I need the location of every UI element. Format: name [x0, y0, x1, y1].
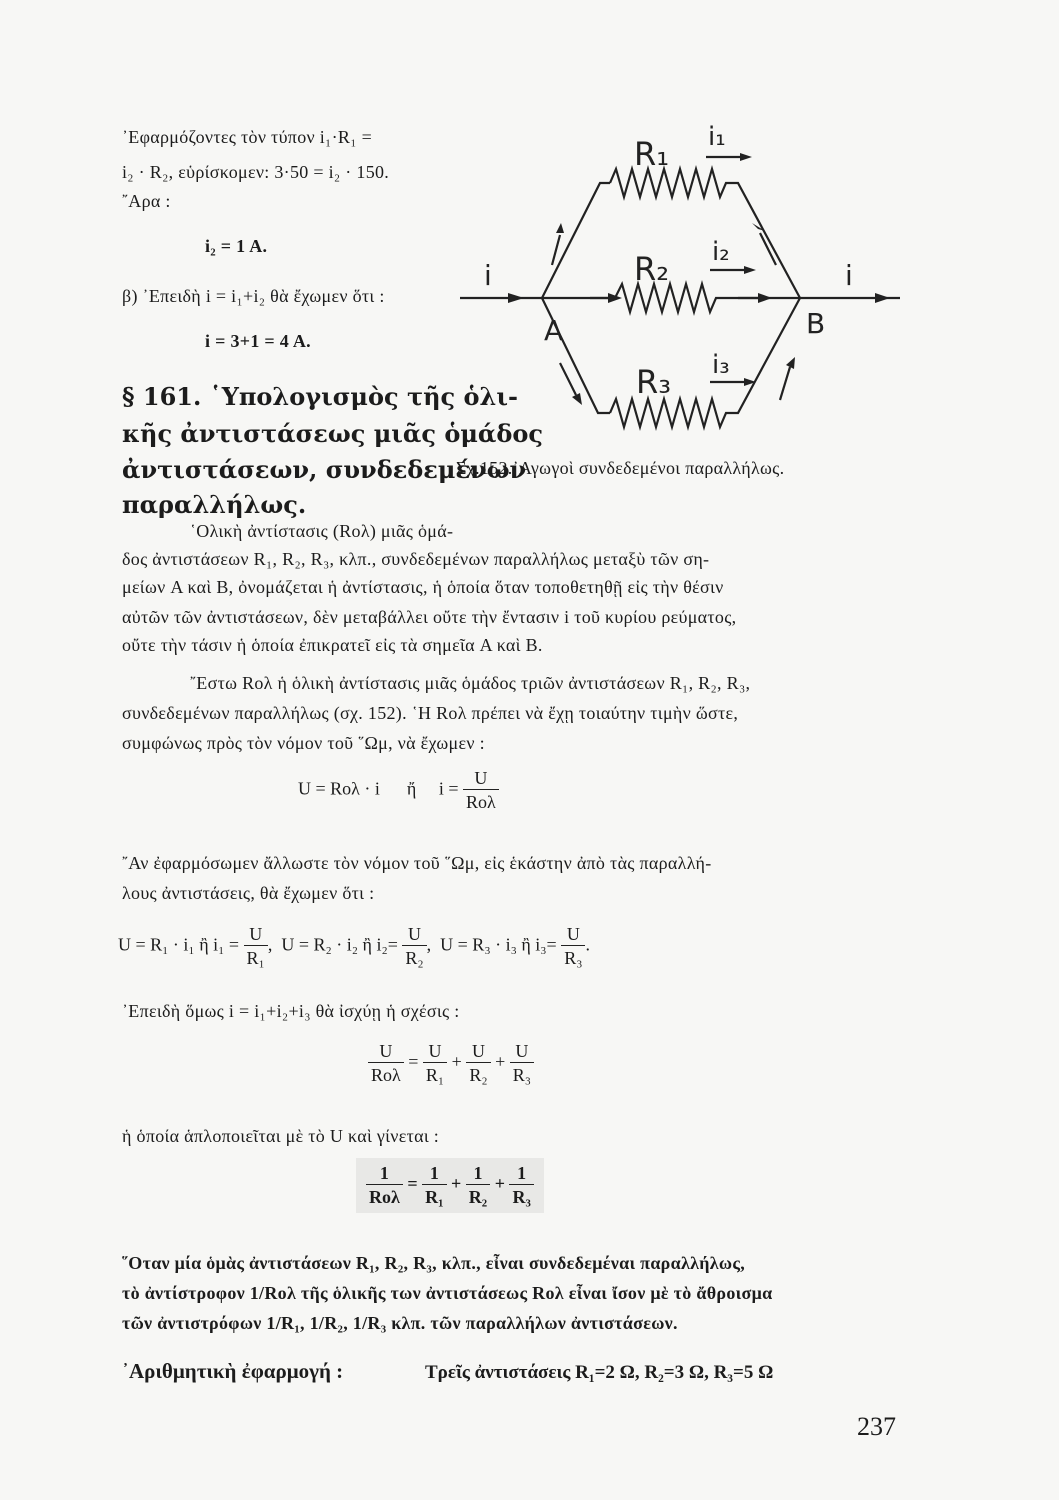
parallel-circuit-figure: [460, 115, 900, 460]
node-b: B: [806, 307, 826, 340]
fraction-1-over-r2: [466, 1162, 490, 1209]
ohm-equation: [298, 767, 499, 814]
rule-line-1: ῞Οταν μία ὁμὰς ἀντιστάσεων R₁, R₂, R₃, κλπ., εἶναι συνδεδεμέναι παραλλήλως,: [122, 1253, 746, 1273]
comma: ,: [426, 934, 432, 955]
eta-word: ἤ: [406, 778, 417, 799]
comma: ,: [267, 934, 273, 955]
beta-line: β) ᾿Επειδὴ i = i₁+i₂ θὰ ἔχωμεν ὅτι :: [122, 286, 385, 306]
sum-equation-u: [368, 1040, 534, 1087]
numerator: U: [244, 923, 268, 946]
p1-line-5: οὔτε τὴν τάσιν ἡ ὁποία ἐπικρατεῖ εἰς τὰ σημεῖα A καὶ B.: [122, 635, 543, 655]
p1-line-4: αὐτῶν τῶν ἀντιστάσεων, δὲν μεταβάλλει οὔτε τὴν ἔντασιν i τοῦ κυρίου ρεύματος,: [122, 607, 737, 627]
resistor-r2: [615, 284, 800, 312]
ohm-lhs: U = Rολ · i: [298, 778, 380, 799]
application-text: Τρεῖς ἀντιστάσεις R₁=2 Ω, R₂=3 Ω, R₃=5 Ω: [425, 1362, 774, 1383]
numerator: U: [466, 1040, 490, 1063]
denominator: R₂: [405, 948, 424, 968]
plus-sign: +: [451, 1051, 462, 1072]
denominator: R₂: [469, 1065, 488, 1085]
intro-line-1: ᾿Εφαρμόζοντες τὸν τύπον i₁·R₁ =: [122, 127, 373, 147]
numerator: 1: [509, 1162, 533, 1185]
numerator: U: [423, 1040, 447, 1063]
i-eq: i =: [438, 778, 459, 799]
p1-line-3: μείων A καὶ B, ὀνομάζεται ἡ ἀντίστασις, ἡ ὁποία ὅταν τοποθετηθῇ εἰς τὴν θέσιν: [122, 577, 724, 597]
rule-line-3: τῶν ἀντιστρόφων 1/R₁, 1/R₂, 1/R₃ κλπ. τῶν παραλλήλων ἀντιστάσεων.: [122, 1313, 678, 1333]
numerator: 1: [366, 1162, 403, 1185]
intro-line-2: i₂ · R₂, εὑρίσκομεν: 3·50 = i₂ · 150.: [122, 162, 390, 182]
denominator: Rολ: [371, 1065, 401, 1085]
section-title-line-1: § 161. ῾Υπολογισμὸς τῆς ὁλι-: [122, 382, 518, 411]
fraction-u-over-rol: [463, 767, 499, 814]
fraction-u-over-r3: [561, 923, 585, 970]
plus-sign: +: [451, 1173, 462, 1194]
fraction-u-over-r1: [244, 923, 268, 970]
fraction-1-over-rol: [366, 1162, 403, 1209]
application-label: ᾿Αριθμητικὴ ἐφαρμογή :: [122, 1359, 344, 1383]
p2-line-2: συνδεδεμένων παραλλήλως (σχ. 152). ῾Η Rολ πρέπει νὰ ἔχῃ τοιαύτην τιμὴν ὥστε,: [122, 703, 739, 723]
fraction-u-over-rol: [368, 1040, 404, 1087]
denominator: R₃: [512, 1187, 531, 1207]
label-i1: i₁: [708, 122, 726, 152]
denominator: R₁: [246, 948, 265, 968]
denominator: Rολ: [465, 792, 496, 812]
p3-line-2: λους ἀντιστάσεις, θὰ ἔχωμεν ὅτι :: [122, 883, 375, 903]
denominator: R₃: [564, 948, 583, 968]
numerator: U: [463, 767, 499, 790]
eq3-lhs: U = R₃ · i₃ ἢ i₃=: [440, 934, 557, 955]
period: .: [585, 934, 590, 955]
plus-sign: +: [495, 1051, 506, 1072]
figure-caption: Σχ.152.᾿Αγωγοὶ συνδεδεμένοι παραλλήλως.: [456, 458, 785, 478]
p1-line-2: δος ἀντιστάσεων R₁, R₂, R₃, κλπ., συνδεδεμένων παραλλήλως μεταξὺ τῶν ση-: [122, 549, 710, 569]
node-a: A: [544, 314, 564, 347]
numerator: U: [368, 1040, 404, 1063]
fraction-1-over-r1: [422, 1162, 446, 1209]
denominator: R₁: [425, 1065, 445, 1085]
denominator: R₂: [468, 1187, 488, 1207]
reciprocal-equation-box: [356, 1158, 544, 1213]
result-i: i = 3+1 = 4 A.: [205, 331, 311, 351]
numerator: U: [510, 1040, 534, 1063]
page-number: 237: [857, 1412, 896, 1441]
eq2-lhs: U = R₂ · i₂ ἢ i₂=: [281, 934, 398, 955]
label-i2: i₂: [712, 237, 730, 267]
equals-sign: =: [408, 1051, 419, 1072]
label-i-in: i: [484, 259, 492, 292]
result-i2: i₂ = 1 A.: [205, 236, 268, 256]
label-r1: R₁: [634, 135, 670, 173]
label-r2: R₂: [634, 250, 670, 288]
plus-sign: +: [494, 1173, 505, 1194]
p5-line: ἡ ὁποία ἁπλοποιεῖται μὲ τὸ U καὶ γίνεται :: [122, 1126, 440, 1146]
fraction-u-over-r1: [423, 1040, 447, 1087]
branch-equations: [118, 923, 590, 970]
rule-line-2: τὸ ἀντίστροφον 1/Rολ τῆς ὁλικῆς των ἀντιστάσεως Rολ εἶναι ἴσον μὲ τὸ ἄθροισμα: [122, 1283, 773, 1303]
eq1-lhs: U = R₁ · i₁ ἢ i₁ =: [118, 934, 240, 955]
p1-line-1: ῾Ολικὴ ἀντίστασις (Rολ) μιᾶς ὁμά-: [190, 521, 454, 541]
intro-line-3: ῎Αρα :: [122, 191, 171, 211]
p2-line-3: συμφώνως πρὸς τὸν νόμον τοῦ ῞Ωμ, νὰ ἔχωμεν :: [122, 733, 485, 753]
equals-sign: =: [407, 1173, 418, 1194]
p4-line: ᾿Επειδὴ ὅμως i = i₁+i₂+i₃ θὰ ἰσχύῃ ἡ σχέσις :: [122, 1001, 460, 1021]
fraction-u-over-r2: [402, 923, 426, 970]
section-title-line-3: ἀντιστάσεων, συνδεδεμένων: [122, 455, 527, 484]
denominator: Rολ: [369, 1187, 400, 1207]
numerator: 1: [466, 1162, 490, 1185]
section-title-line-4: παραλλήλως.: [122, 490, 307, 519]
p3-line-1: ῎Αν ἐφαρμόσωμεν ἄλλωστε τὸν νόμον τοῦ ῞Ωμ, εἰς ἑκάστην ἀπὸ τὰς παραλλή-: [122, 853, 712, 873]
numerator: U: [561, 923, 585, 946]
label-r3: R₃: [636, 363, 672, 401]
fraction-1-over-r3: [509, 1162, 533, 1209]
denominator: R₃: [512, 1065, 532, 1085]
section-title-line-2: κῆς ἀντιστάσεως μιᾶς ὁμάδος: [122, 419, 543, 448]
denominator: R₁: [425, 1187, 444, 1207]
fraction-u-over-r2: [466, 1040, 490, 1087]
fraction-u-over-r3: [510, 1040, 534, 1087]
label-i3: i₃: [712, 350, 730, 380]
numerator: 1: [422, 1162, 446, 1185]
p2-line-1: ῎Εστω Rολ ἡ ὁλικὴ ἀντίστασις μιᾶς ὁμάδος τριῶν ἀντιστάσεων R₁, R₂, R₃,: [190, 673, 751, 693]
numerator: U: [402, 923, 426, 946]
label-i-out: i: [845, 259, 853, 292]
